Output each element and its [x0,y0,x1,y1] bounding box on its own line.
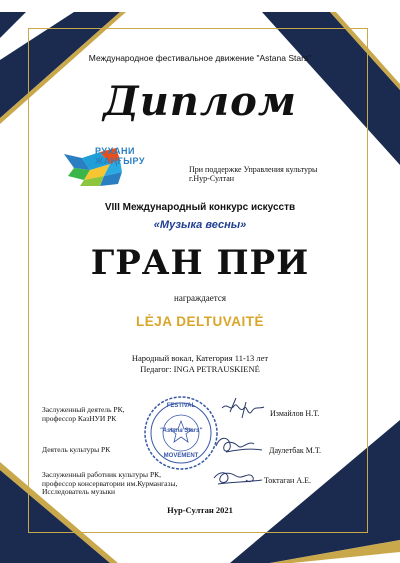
signatory-1-name: Измайлов Н.Т. [270,409,320,418]
support-line2: г.Нур-Султан [189,174,235,183]
city-year: Нур-Султан 2021 [167,505,233,515]
signatory-1-title-line2: профессор КазНУИ РК [42,413,117,423]
award-level: ГРАН ПРИ [90,243,310,283]
seal-text-bottom: MOVEMENT [163,453,199,459]
signatory-3-title-line2: профессор консерватории им.Курмангазы, [42,478,178,488]
contest-edition: VIII Международный конкурс искусств [104,202,296,213]
seal-text-middle: "Astana Stars" [159,428,203,434]
logo-text-line2: ЖАҢҒЫРУ [95,156,146,166]
seal-text-top: FESTIVAL [166,403,196,409]
signatory-2-title [42,446,110,455]
signatory-3-title [42,471,177,497]
signature-toktagan [214,473,262,484]
teacher-text: Педагог: INGA PETRAUSKIENĖ [140,364,260,374]
support-line1: При поддержке Управления культуры [189,165,318,174]
recipient-name: LĖJA DELTUVAITĖ [135,314,264,329]
logo-text-line1: РУХАНИ [95,146,135,156]
signatory-3-name: Токтаган А.Е. [264,476,311,485]
signature-dauletbak [216,438,262,452]
movement-header: Международное фестивальное движение "Astana Stars" [88,53,312,63]
contest-name: «Музыка весны» [153,219,247,231]
signatory-1-title-line1: Заслуженный деятель РК, [42,405,125,414]
signatory-2-title-line1: Деятель культуры РК [42,445,111,454]
category-text: Народный вокал, Категория 11-13 лет [131,353,269,363]
signatory-3-title-line3: Исследователь музыки [42,487,115,496]
signatory-2-name: Даулетбак М.Т. [269,446,321,455]
signatory-1-title [42,406,124,423]
awarded-label: награждается [174,293,226,303]
diploma-title: Диплом [103,78,297,125]
signatory-3-title-line1: Заслуженный работник культуры РК, [42,470,162,479]
signature-izmailov [222,398,264,418]
